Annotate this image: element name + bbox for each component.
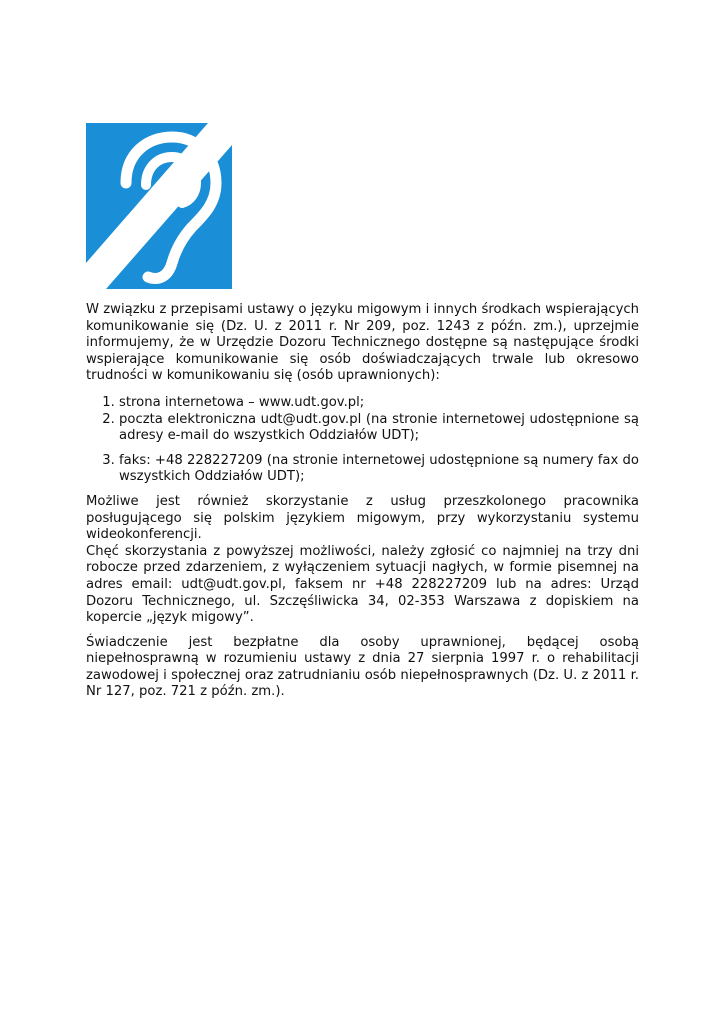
list-item: 1. strona internetowa – www.udt.gov.pl; xyxy=(119,395,639,412)
intro-paragraph: W związku z przepisami ustawy o języku migowym i innych środkach wspierających komunikowanie się (Dz. U. z 2011 r. Nr 209, poz. 1243 z późn. zm.), uprzejmie informujemy, że w Urzędzie Dozoru Technicznego dostępne są następujące środki wspierające komunikowanie się osób doświadczających trwale lub okresowo trudności w komunikowaniu się (osób uprawnionych): xyxy=(86,302,639,384)
deaf-ear-icon xyxy=(86,123,232,289)
request-paragraph: Chęć skorzystania z powyższej możliwości, należy zgłosić co najmniej na trzy dni robocze przed zdarzeniem, z wyłączeniem sytuacji nagłych, w formie pisemnej na adres email: udt@udt.gov.pl, faksem nr +48 228227209 lub na adres: Urząd Dozoru Technicznego, ul. Szczęśliwicka 34, 02-353 Warszawa z dopiskiem na kopercie „język migowy”. xyxy=(86,543,639,626)
means-list xyxy=(86,395,639,486)
hearing-loop-logo xyxy=(86,123,232,289)
document-body xyxy=(86,302,639,701)
interpreter-paragraph: Możliwe jest również skorzystanie z usług przeszkolonego pracownika posługującego się polskim językiem migowym, przy wykorzystaniu systemu wideokonferencji. xyxy=(86,493,639,543)
free-service-paragraph: Świadczenie jest bezpłatne dla osoby uprawnionej, będącej osobą niepełnosprawną w rozumieniu ustawy z dnia 27 sierpnia 1997 r. o rehabilitacji zawodowej i społecznej oraz zatrudnianiu osób niepełnosprawnych (Dz. U. z 2011 r. Nr 127, poz. 721 z późn. zm.). xyxy=(86,634,639,700)
list-item: 3. faks: +48 228227209 (na stronie internetowej udostępnione są numery fax do wszystkich Oddziałów UDT); xyxy=(119,453,639,486)
list-item: 2. poczta elektroniczna udt@udt.gov.pl (na stronie internetowej udostępnione są adresy e-mail do wszystkich Oddziałów UDT); xyxy=(119,412,639,445)
